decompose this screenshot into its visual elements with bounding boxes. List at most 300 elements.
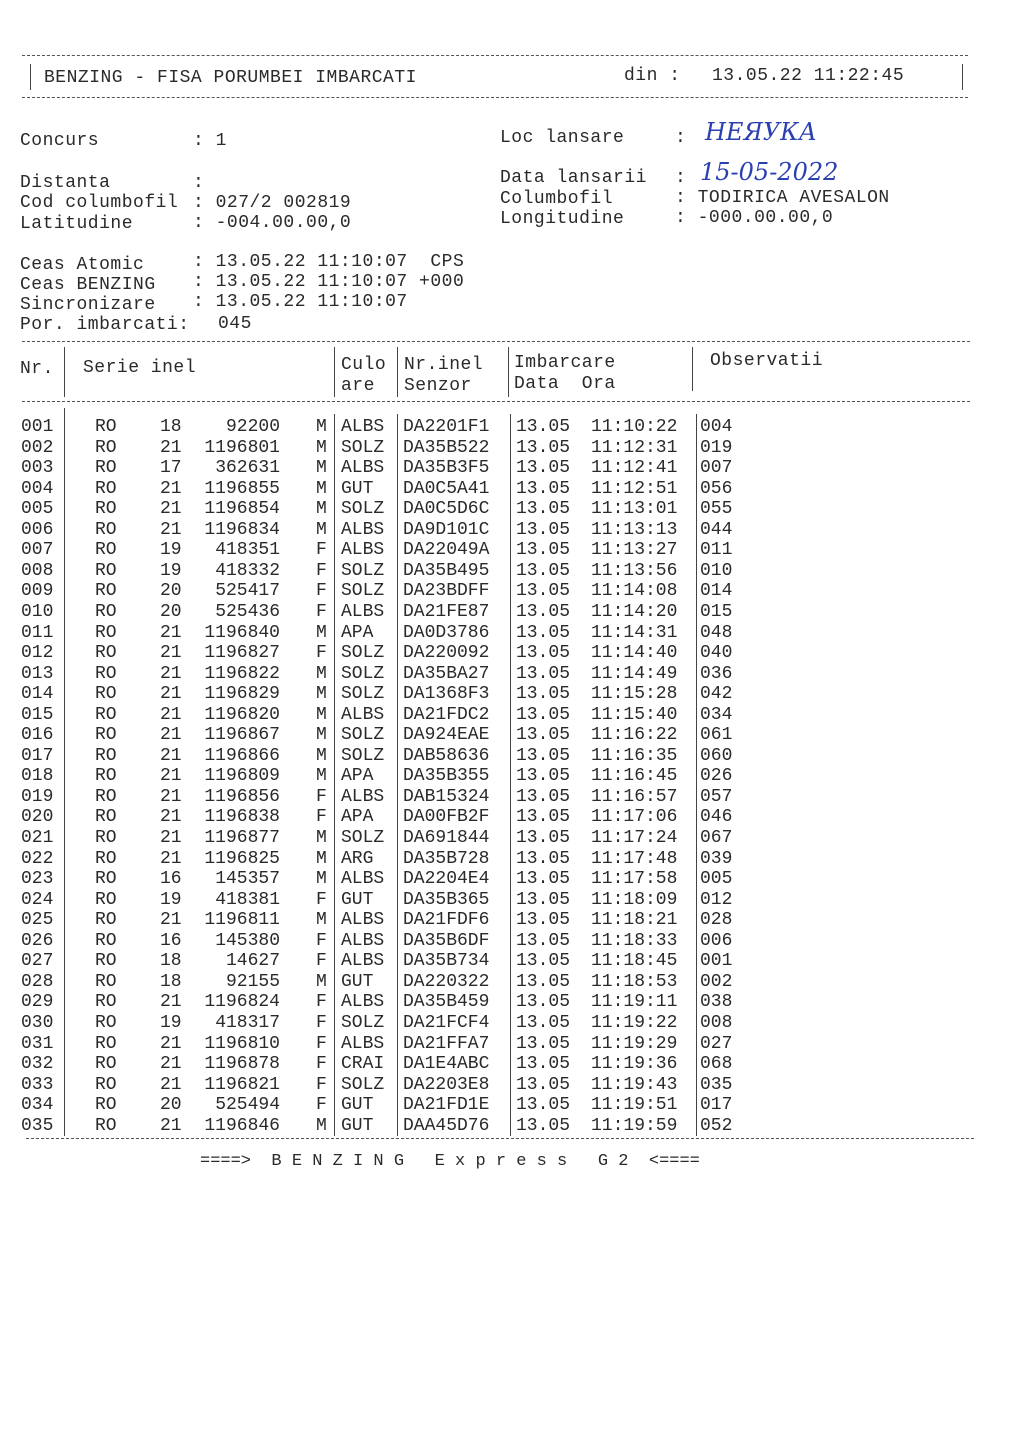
- cell-sensor-id: DA35B355: [403, 766, 490, 787]
- concurs-label: Concurs: [20, 131, 100, 151]
- cell-row-number: 026: [21, 930, 54, 951]
- cell-ring-country: RO: [95, 786, 117, 807]
- cell-basket-time: 11:19:43: [591, 1074, 678, 1095]
- cell-sex: M: [316, 1115, 327, 1136]
- cell-sensor-id: DAB15324: [403, 786, 490, 807]
- cell-basket-date: 13.05: [516, 869, 571, 890]
- cell-basket-time: 11:13:56: [591, 560, 678, 581]
- cell-sensor-id: DA220092: [403, 643, 490, 664]
- cell-color: SOLZ: [341, 581, 385, 602]
- cell-ring-year: 21: [160, 663, 182, 684]
- cell-basket-date: 13.05: [516, 437, 571, 458]
- cell-color: SOLZ: [341, 437, 385, 458]
- cell-ring-number: 418351: [215, 540, 280, 561]
- ceas-atomic-label: Ceas Atomic: [20, 255, 145, 275]
- cell-ring-year: 21: [160, 1054, 182, 1075]
- cell-sex: M: [316, 745, 327, 766]
- cell-basket-date: 13.05: [516, 1054, 571, 1075]
- title-left-border: [30, 64, 31, 90]
- cell-ring-country: RO: [95, 417, 117, 437]
- cell-ring-number: 362631: [215, 458, 280, 479]
- cell-color: SOLZ: [341, 643, 385, 664]
- cell-sensor-id: DA0C5A41: [403, 478, 490, 499]
- cell-sex: F: [316, 951, 327, 972]
- header-sep-5: [692, 347, 693, 391]
- cell-color: SOLZ: [341, 1012, 385, 1033]
- cell-sensor-id: DA1E4ABC: [403, 1054, 490, 1075]
- cell-basket-date: 13.05: [516, 1012, 571, 1033]
- din-label: din :: [624, 66, 681, 86]
- cell-basket-time: 11:13:13: [591, 519, 678, 540]
- title-right-border: [962, 64, 963, 90]
- cell-sensor-id: DA35B365: [403, 889, 490, 910]
- cell-sex: M: [316, 848, 327, 869]
- cell-basket-date: 13.05: [516, 684, 571, 705]
- loc-lansare-handwritten: НЕЯУКА: [705, 118, 817, 146]
- cell-color: ALBS: [341, 417, 385, 437]
- col-header-nrinel: Nr.inel: [404, 355, 484, 375]
- cell-sensor-id: DA35BA27: [403, 663, 490, 684]
- longitudine-value: : -000.00.00,0: [675, 208, 834, 228]
- cell-basket-date: 13.05: [516, 704, 571, 725]
- cell-ring-country: RO: [95, 910, 117, 931]
- cell-color: SOLZ: [341, 745, 385, 766]
- cell-observation: 036: [700, 663, 733, 684]
- table-row: [0, 520, 1024, 541]
- cell-ring-year: 16: [160, 869, 182, 890]
- ceas-benzing-value: : 13.05.22 11:10:07 +000: [193, 272, 465, 292]
- cell-sensor-id: DA0D3786: [403, 622, 490, 643]
- cell-color: APA: [341, 622, 374, 643]
- cell-sensor-id: DA23BDFF: [403, 581, 490, 602]
- cell-row-number: 032: [21, 1054, 54, 1075]
- cell-color: SOLZ: [341, 828, 385, 848]
- cell-observation: 002: [700, 971, 733, 992]
- cell-ring-number: 1196846: [204, 1115, 280, 1136]
- cell-sensor-id: DA00FB2F: [403, 807, 490, 828]
- cell-observation: 044: [700, 519, 733, 540]
- cell-sensor-id: DA35B734: [403, 951, 490, 972]
- table-row: [0, 458, 1024, 479]
- cod-value: : 027/2 002819: [193, 193, 352, 213]
- cell-ring-country: RO: [95, 848, 117, 869]
- cell-ring-number: 1196877: [204, 828, 280, 848]
- cell-row-number: 014: [21, 684, 54, 705]
- cell-sex: F: [316, 1074, 327, 1095]
- cell-basket-date: 13.05: [516, 478, 571, 499]
- cell-observation: 019: [700, 437, 733, 458]
- cell-basket-time: 11:17:48: [591, 848, 678, 869]
- col-header-senzor: Senzor: [404, 376, 472, 396]
- cell-basket-time: 11:14:31: [591, 622, 678, 643]
- latitudine-label: Latitudine: [20, 214, 134, 234]
- cell-color: SOLZ: [341, 663, 385, 684]
- cell-ring-country: RO: [95, 1095, 117, 1116]
- cell-basket-time: 11:12:41: [591, 458, 678, 479]
- data-lansarii-colon: :: [675, 168, 687, 188]
- cell-ring-year: 21: [160, 828, 182, 848]
- cell-color: GUT: [341, 889, 374, 910]
- cell-sex: F: [316, 1054, 327, 1075]
- cell-ring-year: 21: [160, 478, 182, 499]
- cell-ring-country: RO: [95, 1115, 117, 1136]
- cell-color: ALBS: [341, 540, 385, 561]
- cell-basket-time: 11:10:22: [591, 417, 678, 437]
- cell-ring-year: 18: [160, 417, 182, 437]
- cell-row-number: 011: [21, 622, 54, 643]
- cell-color: ALBS: [341, 910, 385, 931]
- cell-ring-year: 20: [160, 1095, 182, 1116]
- cell-sex: M: [316, 622, 327, 643]
- data-lansarii-label: Data lansarii: [500, 168, 647, 188]
- cell-color: SOLZ: [341, 1074, 385, 1095]
- cell-sex: M: [316, 704, 327, 725]
- cell-row-number: 028: [21, 971, 54, 992]
- title-bottom-rule: [22, 97, 968, 98]
- cell-sensor-id: DA21FCF4: [403, 1012, 490, 1033]
- cell-sensor-id: DA2204E4: [403, 869, 490, 890]
- table-row: [0, 684, 1024, 705]
- cell-ring-number: 1196827: [204, 643, 280, 664]
- cell-observation: 048: [700, 622, 733, 643]
- cell-ring-year: 21: [160, 437, 182, 458]
- cell-basket-date: 13.05: [516, 581, 571, 602]
- cell-ring-number: 1196820: [204, 704, 280, 725]
- cell-sensor-id: DAA45D76: [403, 1115, 490, 1136]
- cell-ring-number: 1196867: [204, 725, 280, 746]
- cell-row-number: 027: [21, 951, 54, 972]
- cell-sex: M: [316, 458, 327, 479]
- cell-color: APA: [341, 766, 374, 787]
- col-header-data-ora: Data Ora: [514, 374, 616, 394]
- cell-basket-time: 11:14:08: [591, 581, 678, 602]
- cell-row-number: 023: [21, 869, 54, 890]
- cell-sex: M: [316, 869, 327, 890]
- table-row: [0, 766, 1024, 787]
- cell-ring-number: 1196809: [204, 766, 280, 787]
- cell-ring-year: 17: [160, 458, 182, 479]
- cell-ring-year: 21: [160, 519, 182, 540]
- cell-sensor-id: DA35B3F5: [403, 458, 490, 479]
- cell-color: SOLZ: [341, 499, 385, 520]
- cell-row-number: 025: [21, 910, 54, 931]
- cell-ring-country: RO: [95, 1054, 117, 1075]
- cell-basket-time: 11:19:59: [591, 1115, 678, 1136]
- table-row: [0, 705, 1024, 726]
- footer-banner: ====> B E N Z I N G E x p r e s s G 2 <====: [200, 1152, 700, 1171]
- header-sep-2: [334, 347, 335, 397]
- cell-ring-country: RO: [95, 704, 117, 725]
- ceas-benzing-label: Ceas BENZING: [20, 275, 156, 295]
- table-row: [0, 1116, 1024, 1137]
- cell-sex: M: [316, 766, 327, 787]
- header-sep-4: [508, 347, 509, 397]
- cell-sex: M: [316, 971, 327, 992]
- cell-row-number: 033: [21, 1074, 54, 1095]
- cell-ring-country: RO: [95, 663, 117, 684]
- cell-row-number: 019: [21, 786, 54, 807]
- latitudine-value: : -004.00.00,0: [193, 213, 352, 233]
- table-row: [0, 664, 1024, 685]
- cell-basket-date: 13.05: [516, 725, 571, 746]
- cell-ring-year: 21: [160, 643, 182, 664]
- col-header-nr: Nr.: [20, 359, 54, 379]
- cell-basket-date: 13.05: [516, 848, 571, 869]
- cell-row-number: 017: [21, 745, 54, 766]
- cell-color: SOLZ: [341, 725, 385, 746]
- cell-ring-country: RO: [95, 992, 117, 1013]
- cell-sex: F: [316, 889, 327, 910]
- header-sep-1: [64, 347, 65, 397]
- cell-row-number: 002: [21, 437, 54, 458]
- cell-ring-country: RO: [95, 581, 117, 602]
- cell-observation: 026: [700, 766, 733, 787]
- cell-observation: 052: [700, 1115, 733, 1136]
- cell-color: SOLZ: [341, 560, 385, 581]
- cell-row-number: 031: [21, 1033, 54, 1054]
- cell-ring-year: 18: [160, 951, 182, 972]
- cell-ring-country: RO: [95, 828, 117, 848]
- cell-ring-country: RO: [95, 951, 117, 972]
- cell-basket-time: 11:18:21: [591, 910, 678, 931]
- cell-observation: 040: [700, 643, 733, 664]
- cell-observation: 007: [700, 458, 733, 479]
- cell-observation: 028: [700, 910, 733, 931]
- cell-color: APA: [341, 807, 374, 828]
- table-row: [0, 972, 1024, 993]
- cell-sex: M: [316, 663, 327, 684]
- table-row: [0, 910, 1024, 931]
- cell-color: CRAI: [341, 1054, 385, 1075]
- cell-basket-date: 13.05: [516, 643, 571, 664]
- cell-basket-time: 11:13:01: [591, 499, 678, 520]
- cell-ring-country: RO: [95, 889, 117, 910]
- title-top-rule: [22, 55, 968, 56]
- cell-color: GUT: [341, 971, 374, 992]
- table-row: [0, 1054, 1024, 1075]
- cell-sensor-id: DA2201F1: [403, 417, 490, 437]
- cell-sex: M: [316, 499, 327, 520]
- cell-observation: 015: [700, 601, 733, 622]
- cell-observation: 008: [700, 1012, 733, 1033]
- cell-ring-country: RO: [95, 766, 117, 787]
- cell-basket-time: 11:19:29: [591, 1033, 678, 1054]
- cell-ring-year: 21: [160, 745, 182, 766]
- cell-ring-year: 21: [160, 725, 182, 746]
- cell-color: ARG: [341, 848, 374, 869]
- cell-observation: 061: [700, 725, 733, 746]
- cell-observation: 068: [700, 1054, 733, 1075]
- cell-sensor-id: DA924EAE: [403, 725, 490, 746]
- cell-ring-year: 21: [160, 622, 182, 643]
- header-sep-3: [397, 347, 398, 397]
- cell-basket-time: 11:19:51: [591, 1095, 678, 1116]
- cell-ring-country: RO: [95, 458, 117, 479]
- cell-ring-year: 21: [160, 499, 182, 520]
- cell-basket-date: 13.05: [516, 910, 571, 931]
- table-row: [0, 931, 1024, 952]
- cell-ring-country: RO: [95, 971, 117, 992]
- cell-sex: F: [316, 643, 327, 664]
- cell-basket-time: 11:19:22: [591, 1012, 678, 1033]
- cell-color: ALBS: [341, 519, 385, 540]
- cell-observation: 046: [700, 807, 733, 828]
- cell-sensor-id: DA35B6DF: [403, 930, 490, 951]
- cell-ring-country: RO: [95, 930, 117, 951]
- cell-ring-country: RO: [95, 725, 117, 746]
- cell-ring-country: RO: [95, 478, 117, 499]
- cell-sensor-id: DA22049A: [403, 540, 490, 561]
- cell-basket-date: 13.05: [516, 1074, 571, 1095]
- cell-ring-year: 21: [160, 786, 182, 807]
- cell-color: ALBS: [341, 869, 385, 890]
- cell-sex: M: [316, 417, 327, 437]
- cell-ring-number: 525494: [215, 1095, 280, 1116]
- cell-observation: 014: [700, 581, 733, 602]
- cell-basket-time: 11:17:24: [591, 828, 678, 848]
- table-row: [0, 561, 1024, 582]
- cell-basket-time: 11:12:31: [591, 437, 678, 458]
- cell-ring-year: 19: [160, 889, 182, 910]
- cell-ring-year: 21: [160, 1033, 182, 1054]
- cell-ring-year: 19: [160, 560, 182, 581]
- por-imbarcati-label: Por. imbarcati:: [20, 315, 190, 335]
- cell-ring-number: 14627: [225, 951, 280, 972]
- cell-color: ALBS: [341, 1033, 385, 1054]
- distanta-value: :: [193, 173, 205, 193]
- cell-basket-time: 11:19:11: [591, 992, 678, 1013]
- cell-basket-time: 11:18:09: [591, 889, 678, 910]
- cell-sensor-id: DA35B728: [403, 848, 490, 869]
- cell-sex: M: [316, 519, 327, 540]
- cell-sensor-id: DA35B495: [403, 560, 490, 581]
- cell-row-number: 007: [21, 540, 54, 561]
- cell-ring-year: 19: [160, 540, 182, 561]
- cell-observation: 010: [700, 560, 733, 581]
- cell-observation: 067: [700, 828, 733, 848]
- cell-sex: M: [316, 478, 327, 499]
- table-row: [0, 643, 1024, 664]
- cell-color: GUT: [341, 478, 374, 499]
- table-row: [0, 623, 1024, 644]
- cell-observation: 012: [700, 889, 733, 910]
- cell-color: ALBS: [341, 992, 385, 1013]
- cell-row-number: 021: [21, 828, 54, 848]
- cell-basket-date: 13.05: [516, 622, 571, 643]
- cell-ring-year: 21: [160, 848, 182, 869]
- cell-ring-country: RO: [95, 869, 117, 890]
- cell-sensor-id: DA21FE87: [403, 601, 490, 622]
- col-header-observatii: Observatii: [710, 351, 824, 371]
- cell-ring-number: 418381: [215, 889, 280, 910]
- cell-ring-number: 92200: [225, 417, 280, 437]
- cell-ring-year: 20: [160, 581, 182, 602]
- cell-sex: F: [316, 807, 327, 828]
- cell-ring-country: RO: [95, 807, 117, 828]
- cell-sensor-id: DA0C5D6C: [403, 499, 490, 520]
- cell-observation: 035: [700, 1074, 733, 1095]
- loc-lansare-label: Loc lansare: [500, 128, 625, 148]
- cell-basket-time: 11:17:06: [591, 807, 678, 828]
- cell-basket-date: 13.05: [516, 1095, 571, 1116]
- cell-ring-country: RO: [95, 1012, 117, 1033]
- cell-basket-time: 11:13:27: [591, 540, 678, 561]
- table-row: [0, 746, 1024, 767]
- cell-observation: 057: [700, 786, 733, 807]
- cell-basket-date: 13.05: [516, 1033, 571, 1054]
- cell-ring-number: 1196866: [204, 745, 280, 766]
- cell-row-number: 006: [21, 519, 54, 540]
- ceas-atomic-value: : 13.05.22 11:10:07 CPS: [193, 252, 465, 272]
- cell-observation: 039: [700, 848, 733, 869]
- cell-basket-time: 11:15:40: [591, 704, 678, 725]
- table-row: [0, 540, 1024, 561]
- table-row: [0, 581, 1024, 602]
- table-row: [0, 869, 1024, 890]
- cell-row-number: 035: [21, 1115, 54, 1136]
- cell-ring-year: 21: [160, 1074, 182, 1095]
- cell-basket-time: 11:17:58: [591, 869, 678, 890]
- cell-color: ALBS: [341, 786, 385, 807]
- cell-ring-country: RO: [95, 437, 117, 458]
- cell-sensor-id: DA21FDF6: [403, 910, 490, 931]
- columbofil-label: Columbofil: [500, 189, 614, 209]
- table-row: [0, 1095, 1024, 1116]
- data-lansarii-handwritten: 15-05-2022: [700, 158, 839, 186]
- cell-basket-date: 13.05: [516, 663, 571, 684]
- table-row: [0, 807, 1024, 828]
- document-title: BENZING - FISA PORUMBEI IMBARCATI: [44, 68, 417, 88]
- cell-ring-number: 1196829: [204, 684, 280, 705]
- sincronizare-value: : 13.05.22 11:10:07: [193, 292, 408, 312]
- cell-ring-number: 525417: [215, 581, 280, 602]
- cell-basket-date: 13.05: [516, 519, 571, 540]
- loc-lansare-colon: :: [675, 128, 687, 148]
- cell-row-number: 016: [21, 725, 54, 746]
- col-header-serie: Serie inel: [83, 358, 197, 378]
- table-top-rule: [22, 341, 970, 342]
- cell-observation: 038: [700, 992, 733, 1013]
- cell-sensor-id: DA691844: [403, 828, 490, 848]
- cell-row-number: 003: [21, 458, 54, 479]
- cell-color: ALBS: [341, 601, 385, 622]
- cell-ring-year: 21: [160, 1115, 182, 1136]
- cell-sensor-id: DA35B459: [403, 992, 490, 1013]
- cell-ring-year: 21: [160, 704, 182, 725]
- cell-sex: F: [316, 601, 327, 622]
- cell-color: GUT: [341, 1095, 374, 1116]
- cell-sensor-id: DA21FD1E: [403, 1095, 490, 1116]
- cell-observation: 006: [700, 930, 733, 951]
- table-row: [0, 1075, 1024, 1096]
- din-value: 13.05.22 11:22:45: [712, 66, 905, 86]
- cell-observation: 055: [700, 499, 733, 520]
- cell-ring-country: RO: [95, 560, 117, 581]
- cell-ring-country: RO: [95, 519, 117, 540]
- cell-ring-number: 1196825: [204, 848, 280, 869]
- longitudine-label: Longitudine: [500, 209, 625, 229]
- cell-sex: M: [316, 437, 327, 458]
- cell-basket-date: 13.05: [516, 807, 571, 828]
- cell-sex: F: [316, 786, 327, 807]
- cell-ring-number: 418317: [215, 1012, 280, 1033]
- cell-ring-number: 1196821: [204, 1074, 280, 1095]
- cell-ring-country: RO: [95, 540, 117, 561]
- cell-observation: 056: [700, 478, 733, 499]
- cell-basket-date: 13.05: [516, 417, 571, 437]
- cell-basket-time: 11:19:36: [591, 1054, 678, 1075]
- cell-ring-country: RO: [95, 499, 117, 520]
